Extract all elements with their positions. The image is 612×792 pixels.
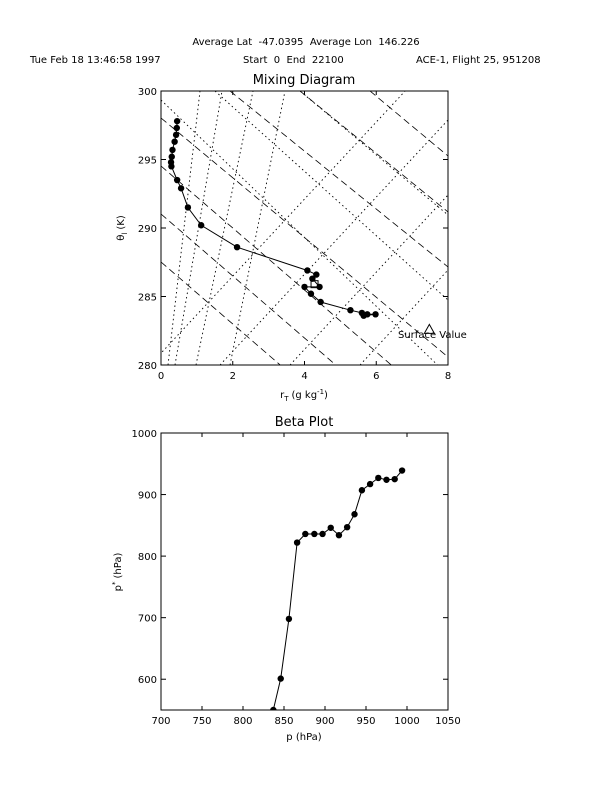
- mixing-y-axis-label: $\theta_l(K)$: [116, 215, 129, 241]
- x-tick-label: 800: [233, 716, 253, 727]
- y-tick-label: 600: [137, 675, 157, 687]
- dotted-isopleth-line: [175, 91, 222, 365]
- dotted-reference-line: [150, 45, 448, 365]
- beta-x-axis-label: p (hPa): [286, 732, 322, 743]
- data-point: [198, 222, 204, 228]
- data-point: [344, 524, 350, 530]
- beta-plot-title: Beta Plot: [274, 415, 334, 430]
- data-point: [319, 531, 325, 537]
- dashed-reference-line: [161, 262, 448, 510]
- data-point: [171, 138, 177, 144]
- x-tick-label: 4: [301, 371, 308, 382]
- x-tick-label: 2: [229, 371, 236, 382]
- x-tick-label: 0: [157, 371, 165, 382]
- mixing-plot-frame: [161, 91, 448, 365]
- x-tick-label: 1050: [435, 716, 461, 727]
- x-tick-label: 8: [444, 371, 452, 382]
- y-tick-label: 285: [137, 292, 157, 304]
- start-end-text: Start 0 End 22100: [243, 55, 344, 66]
- data-point: [311, 531, 317, 537]
- data-point: [328, 525, 334, 531]
- data-point: [360, 312, 366, 318]
- y-tick-label: 290: [137, 224, 157, 235]
- data-point: [375, 475, 381, 481]
- data-point: [294, 539, 300, 545]
- y-tick-label: 280: [137, 361, 157, 372]
- x-tick-label: 900: [315, 716, 335, 727]
- data-point: [304, 267, 310, 273]
- data-point: [169, 147, 175, 153]
- dotted-isopleth-line: [196, 91, 253, 365]
- y-tick-label: 1000: [131, 429, 157, 440]
- data-point: [351, 511, 357, 517]
- dotted-isopleth-line: [168, 91, 200, 365]
- y-tick-label: 295: [137, 155, 157, 167]
- flight-text: ACE-1, Flight 25, 951208: [416, 55, 541, 66]
- data-point: [270, 707, 276, 713]
- date-text: Tue Feb 18 13:46:58 1997: [30, 55, 161, 66]
- beta-axis-ticks: [132, 429, 461, 727]
- data-point: [383, 477, 389, 483]
- y-tick-label: 700: [137, 613, 157, 625]
- dotted-reference-line: [220, 120, 448, 365]
- data-point: [336, 532, 342, 538]
- data-point: [302, 531, 308, 537]
- data-point: [168, 163, 174, 169]
- data-point: [234, 244, 240, 250]
- data-point: [286, 616, 292, 622]
- beta-plot: [111, 415, 461, 743]
- data-point: [278, 675, 284, 681]
- dashed-reference-line: [370, 91, 448, 156]
- beta-y-axis-label: p*(hPa): [111, 552, 124, 592]
- x-tick-label: 850: [274, 716, 294, 727]
- data-point: [173, 132, 179, 138]
- data-point: [316, 284, 322, 290]
- mixing-series: [168, 118, 435, 333]
- data-point: [308, 291, 314, 297]
- mixing-x-axis-label: $r_T$ (g $kg^{-1}$): [280, 388, 328, 403]
- data-point: [174, 125, 180, 131]
- mixing-diagram-title: Mixing Diagram: [252, 73, 356, 88]
- y-tick-label: 800: [137, 552, 157, 564]
- data-point: [392, 476, 398, 482]
- surface-value-label: Surface Value: [398, 330, 467, 341]
- dashed-reference-line: [300, 91, 448, 212]
- beta-series: [270, 467, 405, 713]
- data-point: [399, 467, 405, 473]
- dashed-reference-line: [230, 91, 448, 267]
- x-tick-label: 1000: [394, 716, 420, 727]
- mixing-background-lines: [150, 45, 448, 510]
- data-point: [347, 307, 353, 313]
- data-point: [174, 177, 180, 183]
- data-point: [169, 154, 175, 160]
- data-point: [301, 284, 307, 290]
- series-line: [273, 471, 402, 711]
- series-line: [171, 121, 376, 316]
- mixing-diagram: [116, 45, 467, 510]
- x-tick-label: 6: [373, 371, 380, 382]
- dotted-reference-line: [215, 91, 448, 300]
- data-point: [317, 299, 323, 305]
- dotted-reference-line: [360, 270, 448, 365]
- data-point: [174, 118, 180, 124]
- data-point: [372, 311, 378, 317]
- beta-plot-frame: [161, 433, 448, 710]
- x-tick-label: 950: [356, 716, 376, 727]
- average-location-text: Average Lat -47.0395 Average Lon 146.226: [192, 37, 420, 48]
- y-tick-label: 900: [137, 490, 157, 502]
- y-tick-label: 300: [137, 87, 157, 98]
- data-point: [367, 481, 373, 487]
- data-point: [359, 487, 365, 493]
- x-tick-label: 700: [151, 716, 171, 727]
- x-tick-label: 750: [192, 716, 212, 727]
- dotted-isopleth-line: [230, 91, 285, 365]
- data-point: [185, 204, 191, 210]
- data-point: [178, 185, 184, 191]
